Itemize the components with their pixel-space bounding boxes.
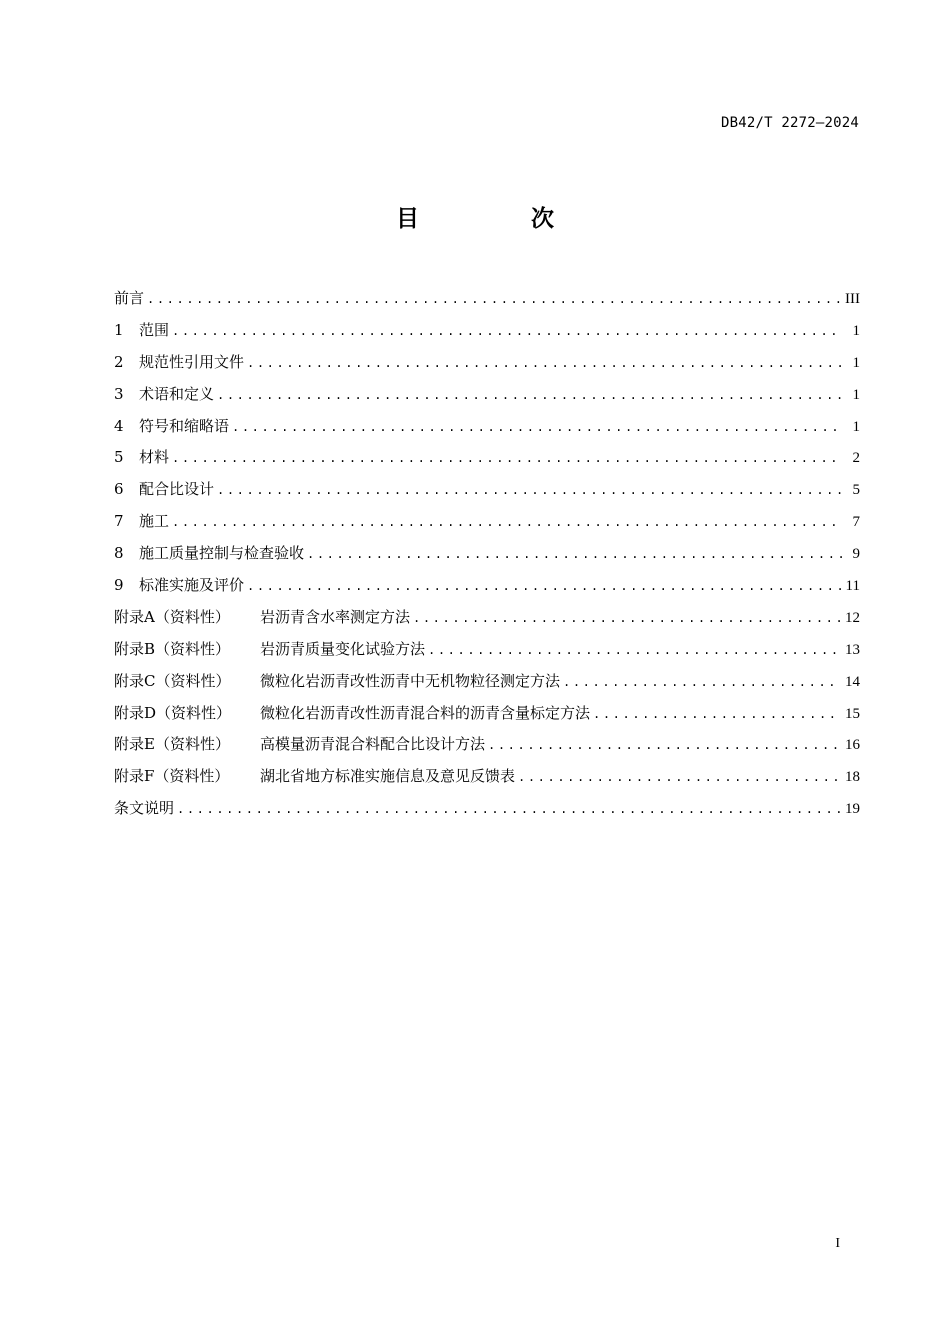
toc-appendix-prefix: 附录E（资料性） <box>114 735 230 754</box>
toc-appendix-prefix: 附录A（资料性） <box>114 607 230 626</box>
toc-entry[interactable] <box>114 542 860 574</box>
toc-appendix-prefix: 附录C（资料性） <box>114 671 231 690</box>
toc-entry-label: 岩沥青含水率测定方法 <box>260 607 411 626</box>
toc-entry-label: 前言 <box>114 289 145 307</box>
toc-entry[interactable] <box>114 446 860 478</box>
toc-entry-number: 8 <box>114 544 124 563</box>
toc-entry[interactable] <box>114 287 860 319</box>
toc-entry-page: 7 <box>852 514 860 531</box>
toc-entry-page: 18 <box>845 769 860 786</box>
toc-appendix-prefix: 附录F（资料性） <box>114 767 230 786</box>
toc-entry[interactable] <box>114 733 860 765</box>
toc-entry-page: 14 <box>845 673 860 690</box>
toc-entry[interactable] <box>114 670 860 702</box>
toc-appendix-prefix: 附录B（资料性） <box>114 639 231 658</box>
toc-entry-number: 2 <box>114 352 124 371</box>
toc-entry[interactable] <box>114 797 860 829</box>
toc-dot-leader <box>172 451 842 465</box>
toc-entry-number: 7 <box>114 512 124 531</box>
document-code: DB42/T 2272—2024 <box>720 115 859 131</box>
toc-entry-number: 5 <box>114 448 124 467</box>
toc-entry-label: 施工 <box>139 512 170 531</box>
toc-entry[interactable] <box>114 765 860 797</box>
toc-dot-leader <box>147 292 841 306</box>
toc-dot-leader <box>172 515 842 529</box>
page-number: I <box>835 1236 840 1251</box>
toc-entry-number: 6 <box>114 480 124 499</box>
toc-entry-page: 16 <box>845 737 860 754</box>
toc-dot-leader <box>563 675 841 689</box>
toc-dot-leader <box>307 547 842 561</box>
toc-entry-label: 符号和缩略语 <box>139 416 230 435</box>
toc-entry-page: 13 <box>845 641 860 658</box>
toc-entry-page: 9 <box>852 546 860 563</box>
toc-entry-label: 规范性引用文件 <box>139 352 245 371</box>
toc-dot-leader <box>518 770 841 784</box>
toc-entry-page: 1 <box>852 354 860 371</box>
toc-entry-label: 配合比设计 <box>139 480 215 499</box>
toc-dot-leader <box>172 324 842 338</box>
toc-entry-label: 材料 <box>139 448 170 467</box>
toc-entry-page: 19 <box>845 801 860 818</box>
toc-entry-page: 12 <box>845 609 860 626</box>
table-of-contents <box>114 287 860 829</box>
toc-title: 目 次 <box>395 206 606 232</box>
toc-entry-label: 条文说明 <box>114 799 175 818</box>
toc-entry-number: 3 <box>114 384 124 403</box>
toc-entry-page: 1 <box>852 386 860 403</box>
toc-entry[interactable] <box>114 510 860 542</box>
toc-dot-leader <box>488 738 841 752</box>
toc-dot-leader <box>232 420 842 434</box>
toc-entry[interactable] <box>114 351 860 383</box>
toc-entry[interactable] <box>114 606 860 638</box>
toc-entry-label: 施工质量控制与检查验收 <box>139 544 305 563</box>
toc-dot-leader <box>177 802 841 816</box>
toc-entry-number: 1 <box>114 320 124 339</box>
toc-entry-label: 范围 <box>139 320 170 339</box>
toc-entry-page: 15 <box>845 705 860 722</box>
toc-entry-page: 11 <box>845 578 860 595</box>
toc-dot-leader <box>247 356 842 370</box>
toc-entry[interactable] <box>114 319 860 351</box>
toc-dot-leader <box>593 707 841 721</box>
toc-appendix-prefix: 附录D（资料性） <box>114 703 232 722</box>
toc-dot-leader <box>428 643 841 657</box>
toc-dot-leader <box>413 611 841 625</box>
toc-entry[interactable] <box>114 638 860 670</box>
toc-entry-page: III <box>845 291 860 307</box>
toc-entry-number: 4 <box>114 416 124 435</box>
toc-entry-label: 术语和定义 <box>139 384 215 403</box>
toc-entry-label: 标准实施及评价 <box>139 576 245 595</box>
toc-entry-number: 9 <box>114 576 124 595</box>
toc-entry[interactable] <box>114 415 860 447</box>
toc-dot-leader <box>247 579 842 593</box>
toc-entry[interactable] <box>114 702 860 734</box>
toc-entry-page: 1 <box>852 418 860 435</box>
toc-entry-label: 高模量沥青混合料配合比设计方法 <box>260 735 486 754</box>
toc-entry-label: 微粒化岩沥青改性沥青中无机物粒径测定方法 <box>260 671 561 690</box>
toc-entry-label: 岩沥青质量变化试验方法 <box>260 639 426 658</box>
toc-entry-page: 2 <box>852 450 860 467</box>
toc-dot-leader <box>217 483 842 497</box>
toc-entry-label: 湖北省地方标准实施信息及意见反馈表 <box>260 767 516 786</box>
toc-entry[interactable] <box>114 574 860 606</box>
toc-entry[interactable] <box>114 478 860 510</box>
toc-entry-label: 微粒化岩沥青改性沥青混合料的沥青含量标定方法 <box>260 703 591 722</box>
toc-entry-page: 5 <box>852 482 860 499</box>
toc-entry[interactable] <box>114 383 860 415</box>
toc-dot-leader <box>217 388 842 402</box>
toc-entry-page: 1 <box>852 322 860 339</box>
